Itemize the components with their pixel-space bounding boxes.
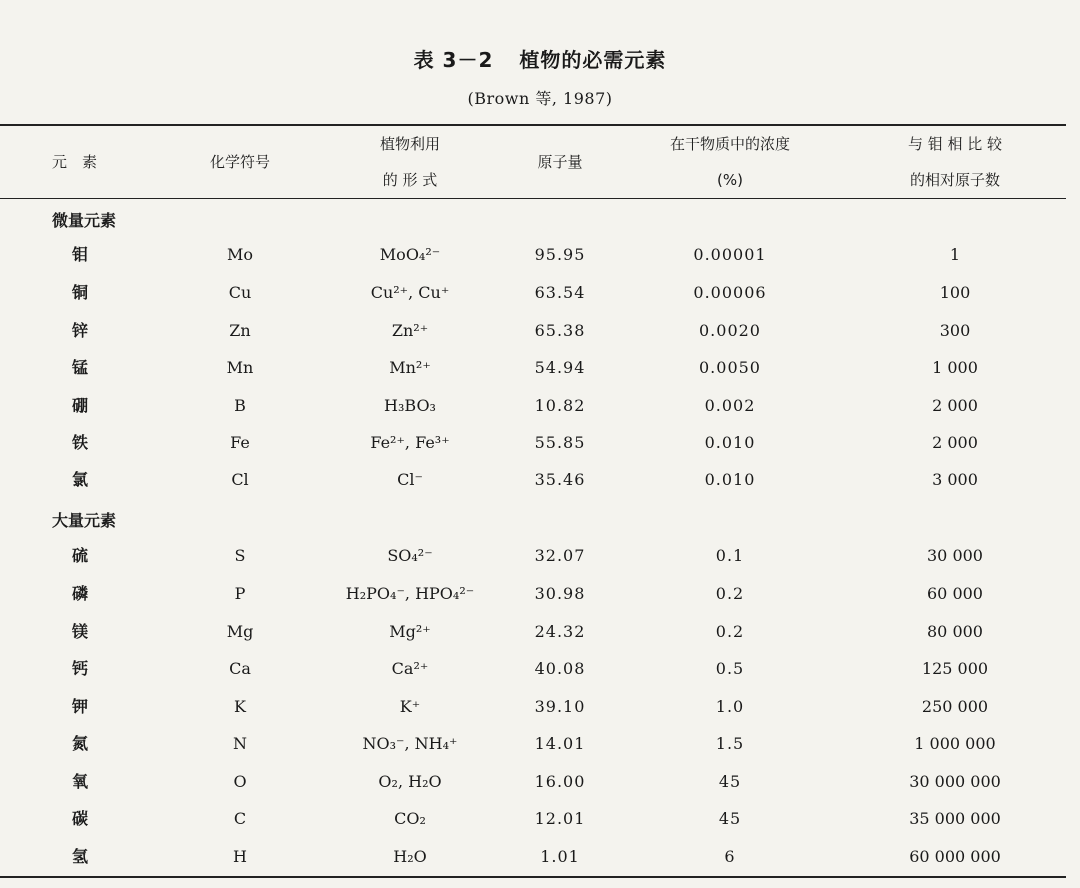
cell-conc: 1.0 [715,697,745,716]
header-rel-line1: 与 钼 相 比 较 [907,135,1003,153]
cell-mass: 63.54 [534,283,586,302]
cell-conc: 45 [718,809,742,828]
cell-rel: 1 [949,245,961,264]
table-row [0,654,1066,684]
cell-conc: 45 [718,772,742,791]
cell-rel: 250 000 [921,697,989,716]
cell-symbol: Mo [226,245,253,264]
cell-symbol: Mn [226,358,254,377]
cell-conc: 0.0050 [699,358,761,377]
cell-element: 锌 [72,321,89,340]
cell-conc: 0.5 [715,659,745,678]
cell-form: NO₃⁻, NH₄⁺ [362,734,458,753]
cell-form: Zn²⁺ [391,321,429,340]
cell-form: Fe²⁺, Fe³⁺ [370,433,450,452]
table-row [0,767,1066,797]
header-symbol [190,144,290,180]
cell-conc: 0.002 [704,396,756,415]
cell-form: Mn²⁺ [389,358,431,377]
table-row [0,428,1066,458]
table-row [0,804,1066,834]
table-row [0,316,1066,346]
cell-conc: 1.5 [715,734,745,753]
cell-symbol: O [233,772,247,791]
cell-mass: 30.98 [534,584,586,603]
cell-rel: 30 000 000 [909,772,1001,791]
cell-element: 氧 [72,772,89,791]
cell-element: 氮 [72,734,89,753]
cell-form: H₂PO₄⁻, HPO₄²⁻ [345,584,475,603]
cell-element: 氯 [72,470,89,489]
cell-rel: 60 000 000 [909,847,1001,866]
section-label-micro: 微量元素 [52,211,117,230]
cell-form: K⁺ [399,697,421,716]
cell-rel: 30 000 [927,546,983,565]
cell-form: CO₂ [394,809,426,828]
table-row [0,240,1066,270]
cell-conc: 0.010 [704,433,756,452]
cell-mass: 24.32 [534,622,586,641]
cell-form: Cu²⁺, Cu⁺ [370,283,450,302]
cell-element: 铜 [72,283,89,302]
header-element [52,144,112,180]
cell-element: 氢 [72,847,89,866]
cell-symbol: P [234,584,246,603]
cell-element: 钙 [72,659,89,678]
header-symbol-label: 化学符号 [209,153,270,171]
cell-conc: 0.1 [715,546,745,565]
cell-conc: 0.00006 [693,283,767,302]
cell-mass: 55.85 [534,433,586,452]
cell-mass: 10.82 [534,396,586,415]
table-bottom-rule [0,876,1066,878]
cell-mass: 65.38 [534,321,586,340]
table-row [0,391,1066,421]
table-title-text: 植物的必需元素 [519,48,667,72]
cell-conc: 0.2 [715,584,745,603]
cell-mass: 32.07 [534,546,586,565]
cell-mass: 39.10 [534,697,586,716]
cell-symbol: H [233,847,247,866]
cell-form: Mg²⁺ [389,622,431,641]
cell-mass: 16.00 [534,772,586,791]
cell-element: 钾 [72,697,89,716]
table-number: 表 3－2 [413,48,494,72]
header-atomic-mass-label: 原子量 [537,153,583,171]
cell-mass: 35.46 [534,470,586,489]
cell-rel: 35 000 000 [909,809,1001,828]
header-conc-line1: 在干物质中的浓度 [669,135,790,153]
cell-form: O₂, H₂O [378,772,442,791]
section-label-macro: 大量元素 [52,511,117,530]
cell-rel: 2 000 [932,433,978,452]
cell-rel: 2 000 [932,396,978,415]
cell-rel: 125 000 [921,659,989,678]
cell-conc: 0.010 [704,470,756,489]
cell-form: H₂O [393,847,427,866]
cell-element: 铁 [72,433,89,452]
cell-element: 磷 [72,584,89,603]
cell-element: 碳 [72,809,89,828]
table-row [0,278,1066,308]
table-row [0,842,1066,872]
table-row [0,692,1066,722]
cell-rel: 80 000 [927,622,983,641]
header-bottom-rule [0,198,1066,199]
cell-conc: 0.2 [715,622,745,641]
header-form [310,126,510,198]
table-row [0,353,1066,383]
table-source: (Brown 等, 1987) [467,89,613,108]
header-atomic-mass [510,144,610,180]
cell-form: Ca²⁺ [391,659,429,678]
cell-element: 锰 [72,358,89,377]
header-relative [860,126,1050,198]
header-concentration [620,126,840,198]
cell-mass: 95.95 [534,245,586,264]
cell-symbol: K [234,697,246,716]
table-row [0,579,1066,609]
header-rel-line2: 的相对原子数 [909,171,1000,189]
cell-symbol: N [233,734,247,753]
cell-form: Cl⁻ [397,470,423,489]
header-form-line2: 的 形 式 [382,171,438,189]
table-title [0,44,1080,73]
cell-conc: 6 [724,847,736,866]
cell-conc: 0.00001 [693,245,767,264]
cell-form: H₃BO₃ [384,396,436,415]
cell-element: 钼 [72,245,89,264]
cell-symbol: Mg [226,622,254,641]
cell-symbol: Zn [229,321,251,340]
table-row [0,541,1066,571]
cell-conc: 0.0020 [699,321,761,340]
cell-mass: 14.01 [534,734,586,753]
cell-symbol: Fe [230,433,250,452]
cell-symbol: S [234,546,246,565]
cell-rel: 1 000 000 [914,734,996,753]
cell-mass: 1.01 [540,847,580,866]
cell-symbol: C [233,809,247,828]
cell-rel: 60 000 [927,584,983,603]
cell-symbol: Cu [228,283,252,302]
cell-form: MoO₄²⁻ [379,245,441,264]
cell-element: 镁 [72,622,89,641]
table-row [0,729,1066,759]
table-row [0,465,1066,495]
cell-rel: 300 [939,321,971,340]
cell-mass: 54.94 [534,358,586,377]
cell-element: 硼 [72,396,89,415]
header-form-line1: 植物利用 [379,135,440,153]
header-conc-line2: (%) [717,171,743,189]
cell-element: 硫 [72,546,89,565]
cell-rel: 100 [939,283,971,302]
cell-symbol: Ca [229,659,251,678]
cell-symbol: Cl [231,470,249,489]
cell-symbol: B [234,396,246,415]
cell-rel: 3 000 [932,470,978,489]
cell-form: SO₄²⁻ [387,546,433,565]
cell-mass: 12.01 [534,809,586,828]
table-row [0,617,1066,647]
cell-mass: 40.08 [534,659,586,678]
cell-rel: 1 000 [932,358,978,377]
header-element-label: 元 素 [52,153,98,171]
